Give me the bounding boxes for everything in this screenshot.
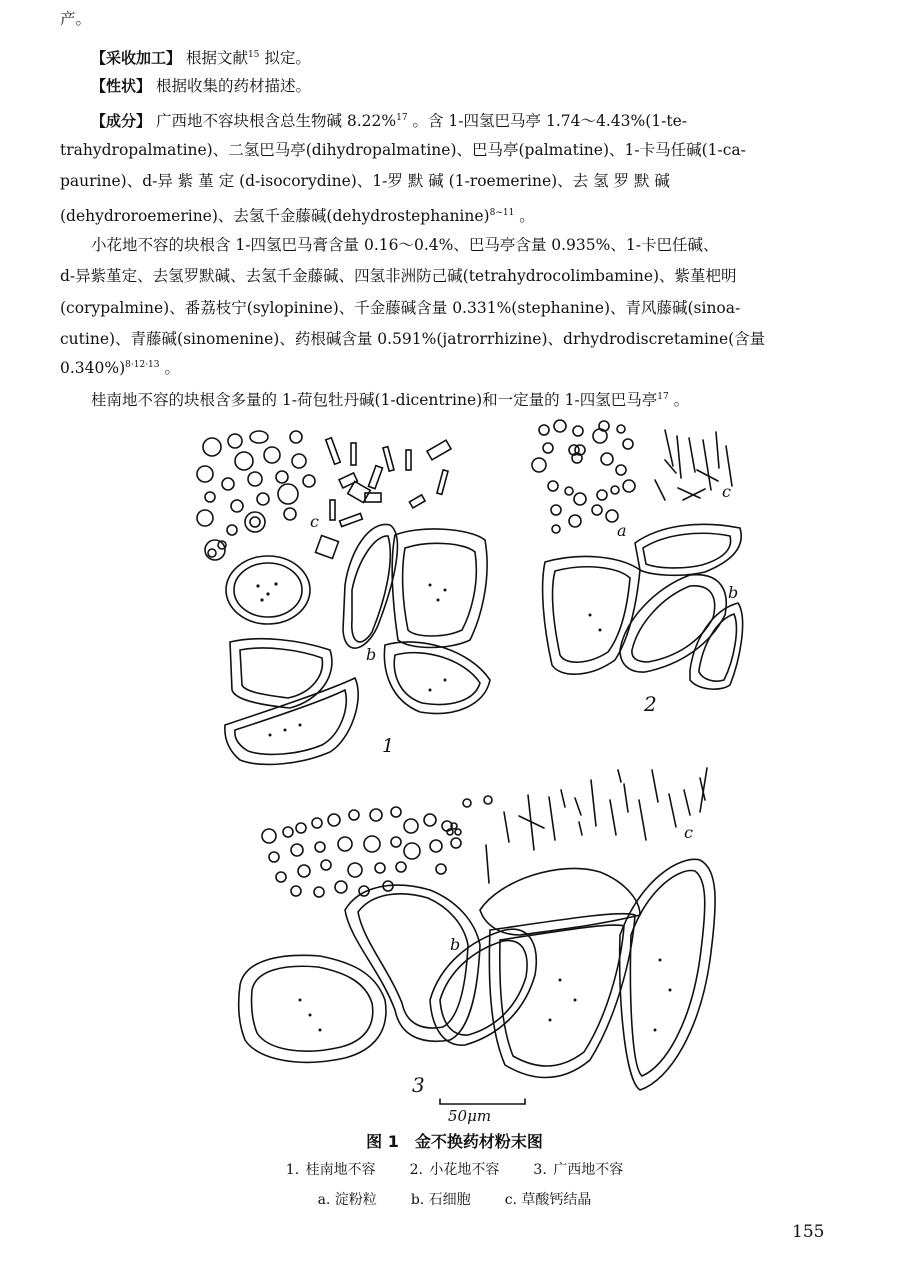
feature-label-a-2: a <box>617 521 627 540</box>
feature-label-c-1: c <box>310 512 319 531</box>
section-caishou: 【采收加工】 根据文献$^{15}$ 拟定。 <box>91 49 311 67</box>
stone-cells-1 <box>225 524 490 764</box>
panel-label-1: 1 <box>382 735 395 757</box>
legend-item: c. 草酸钙结晶 <box>504 1192 592 1208</box>
feature-label-c-2: c <box>722 482 731 501</box>
crystals-2 <box>655 430 732 500</box>
figure-legend-features <box>0 1189 909 1209</box>
legend-item: 3. 广西地不容 <box>533 1162 624 1178</box>
feature-label-b-2: b <box>728 583 739 602</box>
legend-item: a. 淀粉粒 <box>317 1192 377 1208</box>
section-chengfen-l4: (dehydroroemerine)、去氢千金藤碱(dehydrostephanine)$^{8\sim 11}$ 。 <box>60 207 535 225</box>
section-chengfen-l2: trahydropalmatine)、二氢巴马亭(dihydropalmatine)、巴马亭(palmatine)、1-卡马任碱(1-ca- <box>60 141 746 159</box>
feature-label-b-1: b <box>366 645 377 664</box>
figure-title: 图 1 金不换药材粉末图 <box>366 1132 543 1151</box>
para-xiaohua-l3: (corypalmine)、番荔枝宁(sylopinine)、千金藤碱含量 0.331%(stephanine)、青风藤碱(sinoa- <box>60 299 741 317</box>
panel-label-2: 2 <box>644 692 657 716</box>
figure-legend-species <box>0 1159 909 1179</box>
legend-item: 2. 小花地不容 <box>409 1162 500 1178</box>
para-xiaohua-l4: cutine)、青藤碱(sinomenine)、药根碱含量 0.591%(jatrorrhizine)、drhydrodiscretamine(含量 <box>60 330 766 348</box>
section-heading: 【采收加工】 <box>91 49 182 67</box>
legend-item: b. 石细胞 <box>410 1192 471 1208</box>
text-line-0: 产。 <box>60 10 92 28</box>
section-heading: 【成分】 <box>91 112 152 130</box>
page-number: 155 <box>792 1222 825 1242</box>
starch-granules-1 <box>197 431 315 560</box>
starch-granules-2 <box>532 420 635 533</box>
section-chengfen-l1: 【成分】 广西地不容块根含总生物碱 8.22%$^{17}$ 。含 1-四氢巴马亭 1.74～4.43%(1-te- <box>91 112 687 130</box>
para-xiaohua-l2: d-异紫堇定、去氢罗默碱、去氢千金藤碱、四氢非洲防己碱(tetrahydrocolimbamine)、紫堇杷明 <box>60 267 737 285</box>
feature-label-b-3: b <box>450 935 461 954</box>
section-heading: 【性状】 <box>91 77 152 95</box>
scale-bar-label: 50μm <box>448 1107 492 1125</box>
starch-granules-3 <box>262 796 492 897</box>
legend-item: 1. 桂南地不容 <box>285 1162 376 1178</box>
feature-label-c-3: c <box>684 823 693 842</box>
stone-cells-3 <box>239 859 716 1090</box>
section-xingzhuang: 【性状】 根据收集的药材描述。 <box>91 77 311 95</box>
panel-label-3: 3 <box>412 1073 425 1097</box>
para-xiaohua-l5: 0.340%)$^{8\cdot 12\cdot 13}$ 。 <box>60 359 180 377</box>
para-xiaohua-l1: 小花地不容的块根含 1-四氢巴马膏含量 0.16～0.4%、巴马亭含量 0.935%、1-卡巴任碱、 <box>91 236 719 254</box>
para-guinan: 桂南地不容的块根含多量的 1-荷包牡丹碱(1-dicentrine)和一定量的 1-四氢巴马亭$^{17}$ 。 <box>91 391 690 409</box>
section-chengfen-l3: paurine)、d-异 紫 堇 定 (d-isocorydine)、1-罗 默 碱 (1-roemerine)、去 氢 罗 默 碱 <box>60 172 670 190</box>
stone-cells-2 <box>543 524 743 689</box>
crystals-1 <box>315 438 451 559</box>
